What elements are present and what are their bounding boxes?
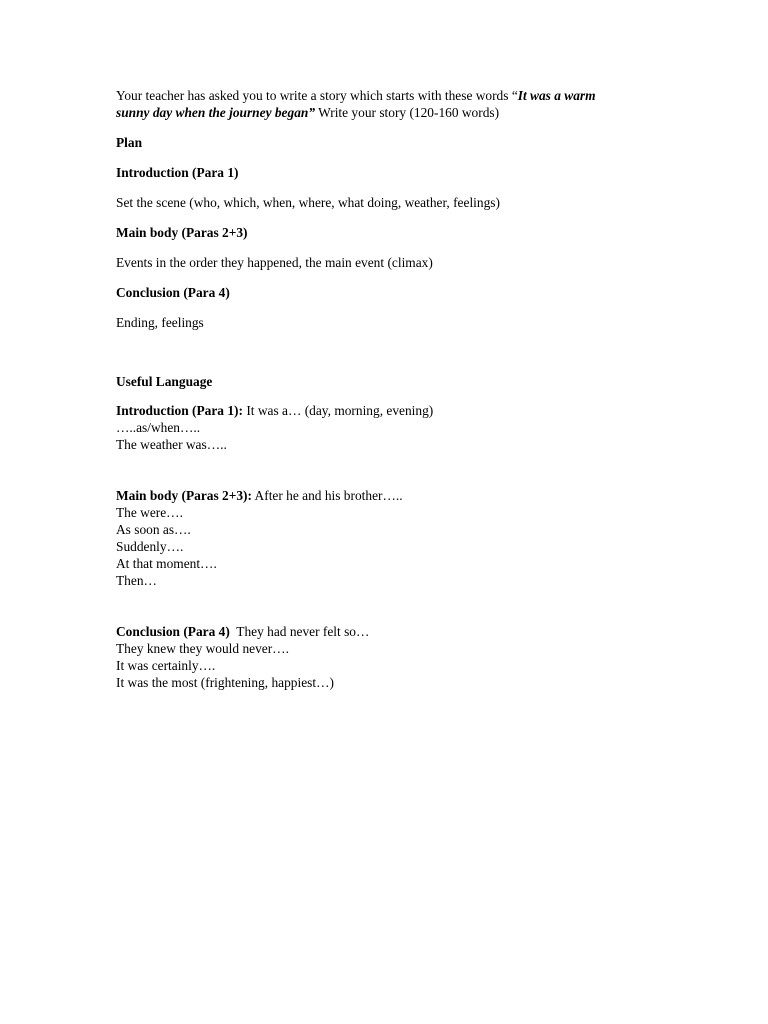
useful-intro-first: It was a… (day, morning, evening): [242, 403, 434, 418]
useful-conclusion-first: They had never felt so…: [229, 624, 370, 639]
plan-intro-heading: Introduction (Para 1): [116, 165, 239, 180]
useful-body-block: [116, 487, 403, 589]
useful-intro-first-line: [116, 402, 433, 419]
plan-conclusion-text: Ending, feelings: [116, 315, 204, 330]
prompt-quote-end: sunny day when the journey began”: [116, 105, 316, 120]
useful-body-first: After he and his brother…..: [251, 488, 403, 503]
task-prompt: [116, 87, 596, 121]
useful-conclusion-label: Conclusion (Para 4): [116, 624, 230, 639]
plan-heading: Plan: [116, 135, 143, 150]
useful-body-first-line: [116, 487, 403, 504]
useful-conclusion-line: It was the most (frightening, happiest…): [116, 675, 334, 690]
useful-intro-line: …..as/when…..: [116, 420, 201, 435]
useful-conclusion-block: [116, 623, 369, 691]
plan-intro-text: Set the scene (who, which, when, where, what doing, weather, feelings): [116, 195, 500, 210]
useful-intro-label: Introduction (Para 1):: [116, 403, 243, 418]
prompt-line-2: [116, 104, 596, 121]
useful-intro-line: The weather was…..: [116, 437, 227, 452]
useful-conclusion-line: It was certainly….: [116, 658, 216, 673]
prompt-text: Your teacher has asked you to write a story which starts with these words “: [116, 88, 518, 103]
useful-language-heading: Useful Language: [116, 374, 213, 389]
prompt-instruction: Write your story (120-160 words): [315, 105, 500, 120]
useful-body-line: At that moment….: [116, 556, 217, 571]
useful-body-line: Suddenly….: [116, 539, 184, 554]
useful-conclusion-line: They knew they would never….: [116, 641, 289, 656]
useful-body-line: Then…: [116, 573, 157, 588]
useful-body-line: The were….: [116, 505, 183, 520]
plan-body-text: Events in the order they happened, the main event (climax): [116, 255, 433, 270]
useful-body-line: As soon as….: [116, 522, 191, 537]
prompt-line-1: [116, 87, 596, 104]
useful-conclusion-first-line: [116, 623, 369, 640]
plan-conclusion-heading: Conclusion (Para 4): [116, 285, 230, 300]
useful-body-label: Main body (Paras 2+3):: [116, 488, 252, 503]
useful-intro-block: [116, 402, 433, 453]
plan-body-heading: Main body (Paras 2+3): [116, 225, 248, 240]
prompt-quote-start: It was a warm: [517, 88, 596, 103]
